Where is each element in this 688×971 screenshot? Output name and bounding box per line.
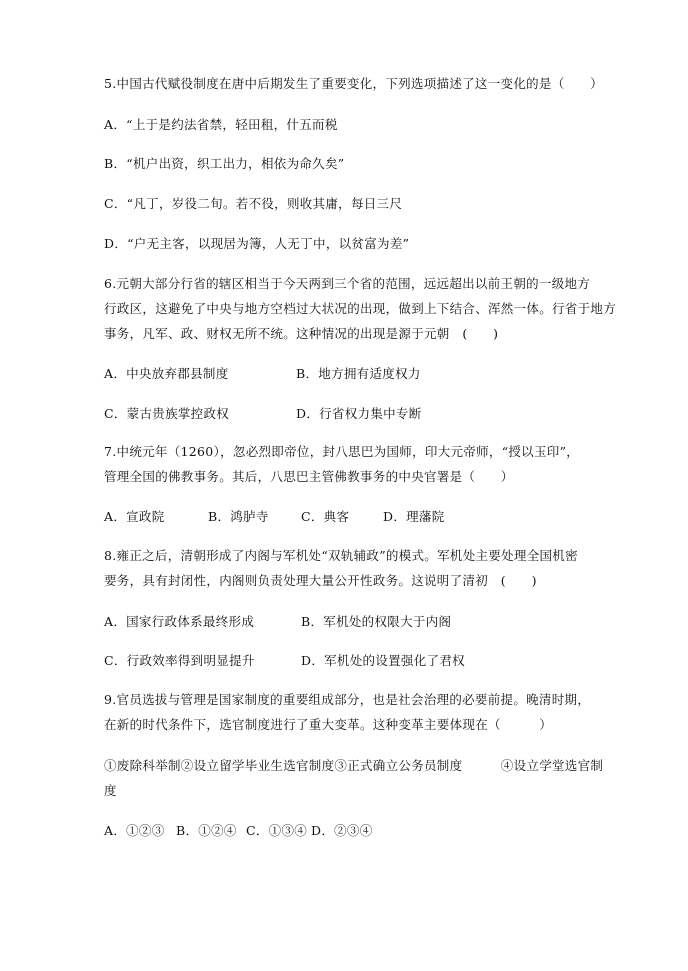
question-7-option-c: C．典客 xyxy=(301,509,350,524)
question-9-items-line-1: ①废除科举制②设立留学毕业生选官制度③正式确立公务员制度 ④设立学堂选官制 xyxy=(104,758,604,773)
question-8-option-b: B．军机处的权限大于内阁 xyxy=(301,614,452,629)
question-9-option-c: C．①③④ xyxy=(246,823,308,838)
question-7-option-d: D．理藩院 xyxy=(383,509,445,524)
question-9-items-line-2: 度 xyxy=(104,783,117,798)
question-9-option-b: B．①②④ xyxy=(176,823,237,838)
question-6-option-c: C．蒙古贵族掌控政权 xyxy=(104,406,230,421)
question-7-option-b: B．鸿胪寺 xyxy=(208,509,269,524)
question-6-stem-line-1: 6.元朝大部分行省的辖区相当于今天两到三个省的范围，远远超出以前王朝的一级地方 xyxy=(104,276,591,291)
question-6-option-b: B．地方拥有适度权力 xyxy=(296,366,421,381)
question-8-stem-line-2: 要务，具有封闭性，内阁则负责处理大量公开性政务。这说明了清初 ( ) xyxy=(104,573,537,588)
question-7-stem-line-2: 管理全国的佛教事务。其后，八思巴主管佛教事务的中央官署是（ ） xyxy=(104,469,514,484)
question-9-option-a: A．①②③ xyxy=(104,823,165,838)
question-6-stem-line-3: 事务，凡军、政、财权无所不统。这种情况的出现是源于元朝 ( ) xyxy=(104,326,499,341)
question-5-option-b: B．“机户出资，织工出力，相依为命久矣” xyxy=(104,156,345,171)
question-9-option-d: D．②③④ xyxy=(311,823,373,838)
question-7-option-a: A．宣政院 xyxy=(104,509,165,524)
question-9-stem-line-2: 在新的时代条件下，选官制度进行了重大变革。这种变革主要体现在（ ） xyxy=(104,717,553,732)
question-8-option-a: A．国家行政体系最终形成 xyxy=(104,614,255,629)
question-6-option-a: A．中央放弃郡县制度 xyxy=(104,366,229,381)
question-5-option-a: A．“上于是约法省禁，轻田租，什五而税 xyxy=(104,117,338,132)
question-5-option-d: D．“户无主客，以现居为簿，人无丁中，以贫富为差” xyxy=(104,236,410,251)
question-9-stem-line-1: 9.官员选拔与管理是国家制度的重要组成部分，也是社会治理的必要前提。晚清时期， xyxy=(104,692,591,707)
question-6-stem-line-2: 行政区，这避免了中央与地方空档过大状况的出现，做到上下结合、浑然一体。行省于地方 xyxy=(104,301,617,316)
question-5-option-c: C．“凡丁，岁役二旬。若不役，则收其庸，每日三尺 xyxy=(104,196,403,211)
question-8-option-c: C．行政效率得到明显提升 xyxy=(104,653,255,668)
question-6-option-d: D．行省权力集中专断 xyxy=(296,406,422,421)
question-8-stem-line-1: 8.雍正之后，清朝形成了内阁与军机处“双轨辅政”的模式。军机处主要处理全国机密 xyxy=(104,548,578,563)
question-5-stem: 5.中国古代赋役制度在唐中后期发生了重要变化，下列选项描述了这一变化的是（ ） xyxy=(104,76,603,91)
question-7-stem-line-1: 7.中统元年（1260），忽必烈即帝位，封八思巴为国师，印大元帝师，“授以玉印”， xyxy=(104,444,580,459)
question-8-option-d: D．军机处的设置强化了君权 xyxy=(301,653,465,668)
